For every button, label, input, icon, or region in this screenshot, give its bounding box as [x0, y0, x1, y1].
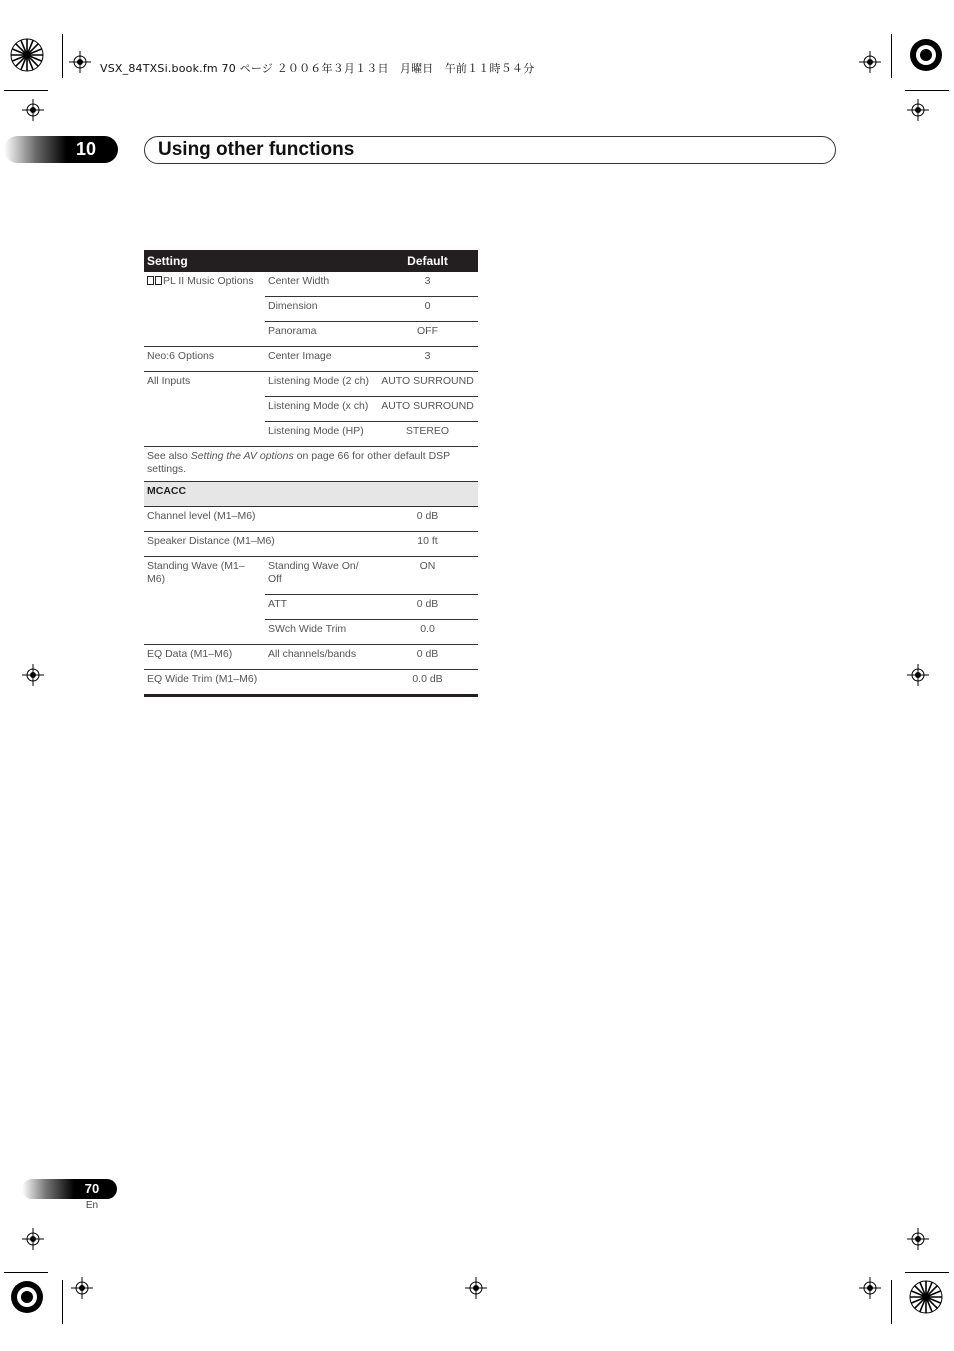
default-cell: 0.0: [377, 620, 478, 645]
registration-mark-icon: [465, 1277, 487, 1299]
table-row: [144, 670, 478, 696]
registration-mark-icon: [859, 1277, 881, 1299]
option-cell: Listening Mode (x ch): [265, 397, 377, 422]
setting-cell: Neo:6 Options: [144, 347, 265, 372]
default-cell: 0 dB: [377, 507, 478, 532]
starburst-mark-icon: [10, 1280, 44, 1314]
table-row: [144, 347, 478, 372]
starburst-mark-icon: [10, 38, 44, 72]
registration-mark-icon: [69, 51, 91, 73]
option-cell: Listening Mode (HP): [265, 422, 377, 447]
registration-mark-icon: [22, 664, 44, 686]
table-row: [144, 532, 478, 557]
option-cell: Panorama: [265, 322, 377, 347]
section-heading-mcacc: MCACC: [144, 482, 478, 507]
chapter-title: Using other functions: [158, 139, 355, 160]
table-row: [144, 557, 478, 595]
default-cell: 10 ft: [377, 532, 478, 557]
table-header-row: [144, 250, 478, 272]
option-cell: All channels/bands: [265, 645, 377, 670]
file-header: VSX_84TXSi.book.fm 70 ページ ２００６年３月１３日 月曜日 午前１１時５４分: [100, 62, 535, 75]
option-cell: Listening Mode (2 ch): [265, 372, 377, 397]
default-cell: 0.0 dB: [377, 670, 478, 696]
setting-cell: Speaker Distance (M1–M6): [144, 532, 377, 557]
table-note: See also Setting the AV options on page 66 for other default DSP settings.: [144, 447, 478, 482]
registration-mark-icon: [907, 1228, 929, 1250]
setting-cell: PL II Music Options: [144, 272, 265, 347]
default-cell: 3: [377, 272, 478, 297]
registration-mark-icon: [22, 99, 44, 121]
table-row: [144, 645, 478, 670]
registration-mark-icon: [859, 51, 881, 73]
option-cell: SWch Wide Trim: [265, 620, 377, 645]
default-cell: STEREO: [377, 422, 478, 447]
default-settings-table: [144, 250, 478, 697]
header-default: Default: [377, 250, 478, 272]
default-cell: ON: [377, 557, 478, 595]
setting-cell: EQ Data (M1–M6): [144, 645, 265, 670]
option-cell: Dimension: [265, 297, 377, 322]
cross-reference: Setting the AV options: [190, 450, 294, 462]
page-number: 70: [84, 1181, 100, 1196]
registration-mark-icon: [22, 1228, 44, 1250]
option-cell: Standing Wave On/ Off: [265, 557, 377, 595]
setting-cell: Standing Wave (M1–M6): [144, 557, 265, 645]
option-cell: ATT: [265, 595, 377, 620]
chapter-number: 10: [75, 139, 97, 159]
dolby-double-d-icon: [147, 275, 163, 287]
default-cell: AUTO SURROUND: [377, 397, 478, 422]
table-row: [144, 372, 478, 397]
default-cell: 0 dB: [377, 595, 478, 620]
default-cell: 0 dB: [377, 645, 478, 670]
default-cell: AUTO SURROUND: [377, 372, 478, 397]
starburst-mark-icon: [909, 38, 943, 72]
section-heading-row: [144, 482, 478, 507]
table-row: [144, 507, 478, 532]
table-note-row: [144, 447, 478, 482]
setting-cell: EQ Wide Trim (M1–M6): [144, 670, 377, 696]
table-row: [144, 272, 478, 297]
page-language: En: [85, 1200, 99, 1211]
registration-mark-icon: [907, 99, 929, 121]
setting-cell: Channel level (M1–M6): [144, 507, 377, 532]
option-cell: Center Image: [265, 347, 377, 372]
default-cell: OFF: [377, 322, 478, 347]
default-cell: 3: [377, 347, 478, 372]
setting-cell: All Inputs: [144, 372, 265, 447]
default-cell: 0: [377, 297, 478, 322]
header-setting: Setting: [144, 250, 377, 272]
option-cell: Center Width: [265, 272, 377, 297]
starburst-mark-icon: [909, 1280, 943, 1314]
registration-mark-icon: [71, 1277, 93, 1299]
registration-mark-icon: [907, 664, 929, 686]
